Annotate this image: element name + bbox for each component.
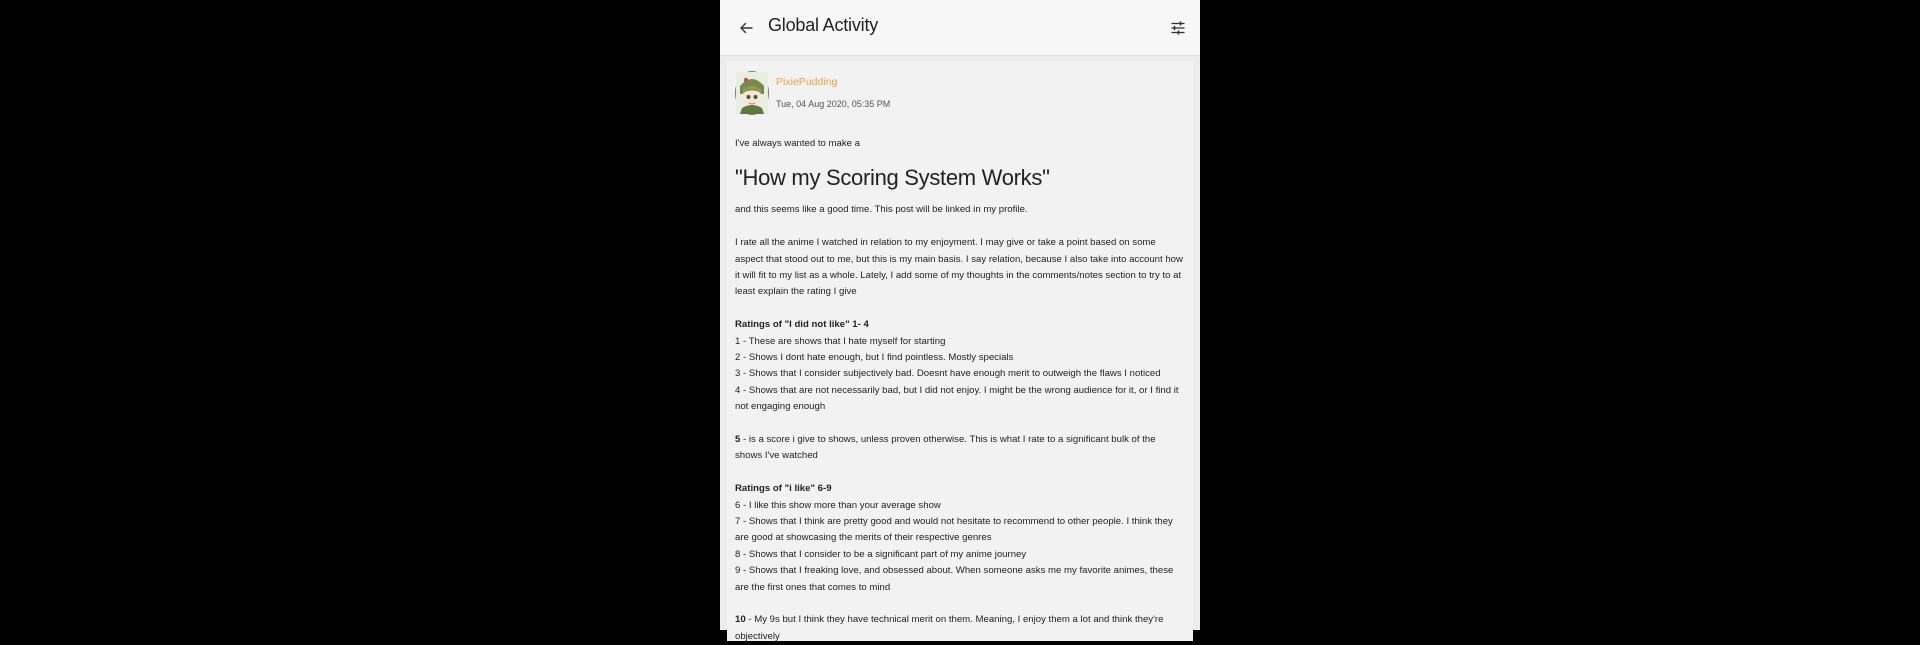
- author-name[interactable]: PixiePudding: [776, 76, 838, 88]
- activity-card: [727, 61, 1193, 641]
- score-label: 10: [735, 614, 746, 626]
- filter-button[interactable]: [1164, 14, 1192, 42]
- score-label: 5: [735, 434, 741, 446]
- score-ten-line: [735, 612, 1185, 645]
- section-title: Ratings of "i like" 6-9: [735, 483, 832, 495]
- post-body: [735, 136, 1185, 645]
- post-timestamp: Tue, 04 Aug 2020, 05:35 PM: [776, 99, 891, 109]
- score-text: - is a score i give to shows, unless proven otherwise. This is what I rate to a significant bulk of the shows I've watched: [735, 434, 1156, 462]
- back-button[interactable]: [732, 14, 760, 42]
- list-item: 6 - I like this show more than your average show: [735, 499, 941, 511]
- list-item: 8 - Shows that I consider to be a significant part of my anime journey: [735, 548, 1027, 560]
- arrow-left-icon: [738, 20, 754, 36]
- page-title: Global Activity: [768, 15, 879, 35]
- sliders-icon: [1170, 20, 1186, 36]
- score-text: - My 9s but I think they have technical merit on them. Meaning, I enjoy them a lot and think they're objectively: [735, 614, 1164, 642]
- list-item: 9 - Shows that I freaking love, and obsessed about. When someone asks me my favorite animes, these are the first ones that comes to mind: [735, 565, 1174, 593]
- app-bar: [720, 0, 1200, 56]
- list-item: 1 - These are shows that I hate myself for starting: [735, 335, 946, 347]
- list-item: 4 - Shows that are not necessarily bad, but I did not enjoy. I might be the wrong audience for it, or I find it not engaging enough: [735, 384, 1179, 413]
- avatar-image: [736, 72, 768, 114]
- post-heading: "How my Scoring System Works": [735, 165, 1050, 191]
- list-item: 2 - Shows I dont hate enough, but I find pointless. Mostly specials: [735, 352, 1014, 364]
- score-five-line: [735, 432, 1185, 465]
- section-title: Ratings of "I did not like" 1- 4: [735, 319, 869, 331]
- post-header: [735, 71, 1185, 121]
- post-after-heading: and this seems like a good time. This post will be linked in my profile.: [735, 204, 1028, 216]
- post-paragraph: I rate all the anime I watched in relation to my enjoyment. I may give or take a point based on some aspect that stood out to me, but this is my main basis. I say relation, because I also take into account how it will fit to my list as a whole. Lately, I add some of my thoughts in the comments/notes section to try to at least explain the rating I give: [735, 237, 1183, 298]
- post-intro: I've always wanted to make a: [735, 138, 861, 149]
- app-screen: [720, 0, 1200, 642]
- list-item: 3 - Shows that I consider subjectively bad. Doesnt have enough merit to outweigh the flaws I noticed: [735, 368, 1161, 380]
- avatar[interactable]: [735, 71, 769, 115]
- list-item: 7 - Shows that I think are pretty good and would not hesitate to recommend to other people. I think they are good at showcasing the merits of their respective genres: [735, 516, 1173, 544]
